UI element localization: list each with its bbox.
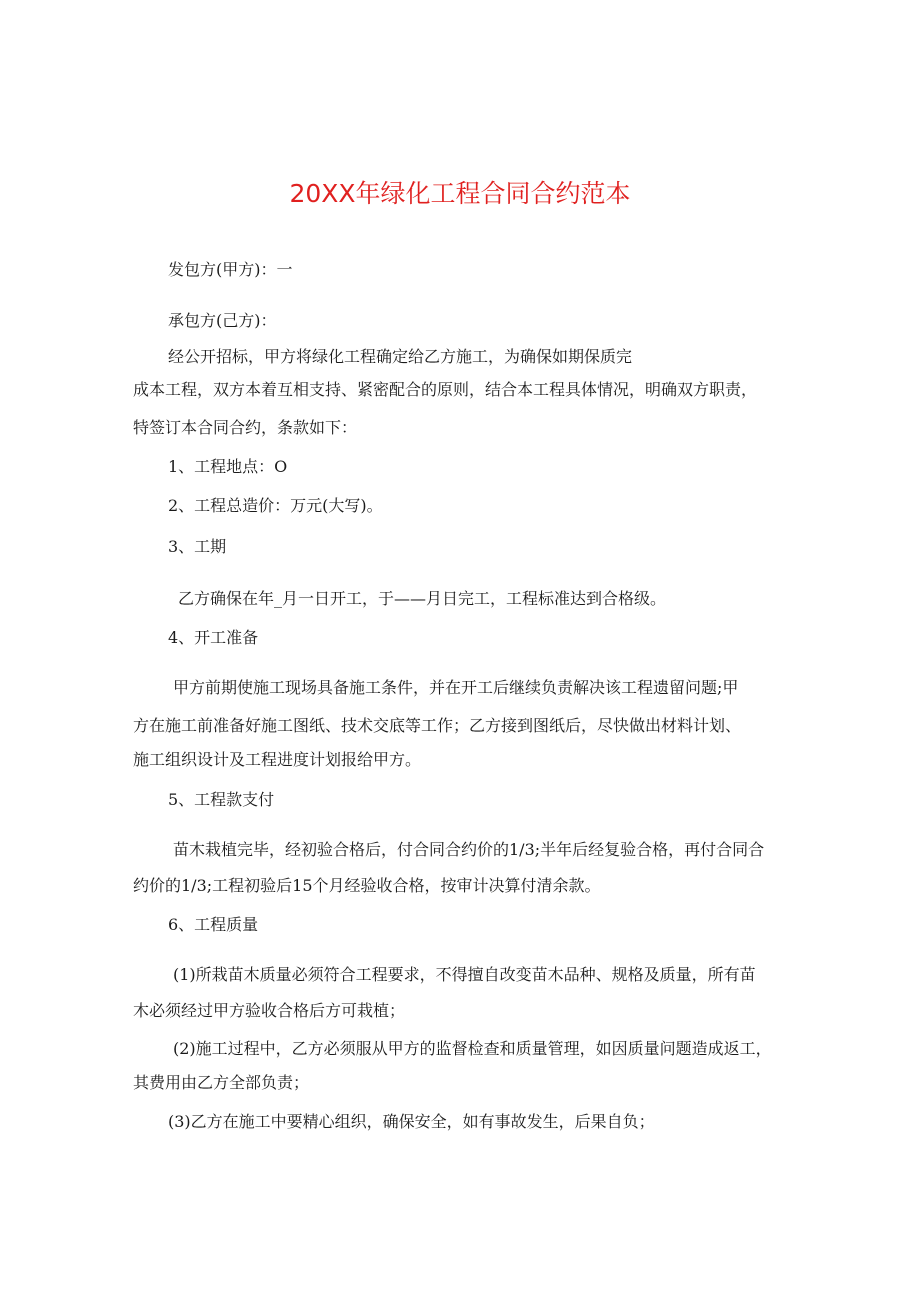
- clause-2: 2、工程总造价：万元(大写)。: [168, 496, 383, 515]
- clause-5-body-line: 约价的1/3;工程初验后15个月经验收合格，按审计决算付清余款。: [133, 876, 601, 895]
- clause-4-body-line: 施工组织设计及工程进度计划报给甲方。: [133, 750, 422, 769]
- party-a-line: 发包方(甲方)：一: [168, 260, 293, 279]
- clause-5-heading: 5、工程款支付: [168, 790, 275, 809]
- document-title: 20XX年绿化工程合同合约范本: [289, 179, 631, 208]
- clause-6-item-line: (1)所栽苗木质量必须符合工程要求，不得擅自改变苗木品种、规格及质量，所有苗: [173, 965, 756, 984]
- intro-line: 特签订本合同合约，条款如下：: [133, 418, 358, 437]
- clause-3-body: 乙方确保在年_月一日开工，于——月日完工，工程标准达到合格级。: [178, 589, 667, 608]
- party-b-line: 承包方(己方)：: [168, 311, 277, 330]
- clause-6-item-line: 其费用由乙方全部负责；: [133, 1073, 310, 1092]
- clause-4-body-line: 甲方前期使施工现场具备施工条件，并在开工后继续负责解决该工程遗留问题;甲: [173, 678, 739, 697]
- clause-1: 1、工程地点：O: [168, 457, 288, 476]
- clause-4-body-line: 方在施工前准备好施工图纸、技术交底等工作；乙方接到图纸后，尽快做出材料计划、: [133, 716, 742, 735]
- clause-6-heading: 6、工程质量: [168, 915, 259, 934]
- intro-line: 成本工程，双方本着互相支持、紧密配合的原则，结合本工程具体情况，明确双方职责，: [133, 380, 758, 399]
- clause-3-heading: 3、工期: [168, 537, 227, 556]
- clause-4-heading: 4、开工准备: [168, 628, 259, 647]
- intro-line: 经公开招标，甲方将绿化工程确定给乙方施工，为确保如期保质完: [168, 347, 633, 366]
- clause-5-body-line: 苗木栽植完毕，经初验合格后，付合同合约价的1/3;半年后经复验合格，再付合同合: [173, 840, 765, 859]
- clause-6-item-line: 木必须经过甲方验收合格后方可栽植；: [133, 1001, 406, 1020]
- clause-6-item-line: (3)乙方在施工中要精心组织，确保安全，如有事故发生，后果自负；: [168, 1112, 655, 1131]
- clause-6-item-line: (2)施工过程中，乙方必须服从甲方的监督检查和质量管理，如因质量问题造成返工，: [173, 1039, 772, 1058]
